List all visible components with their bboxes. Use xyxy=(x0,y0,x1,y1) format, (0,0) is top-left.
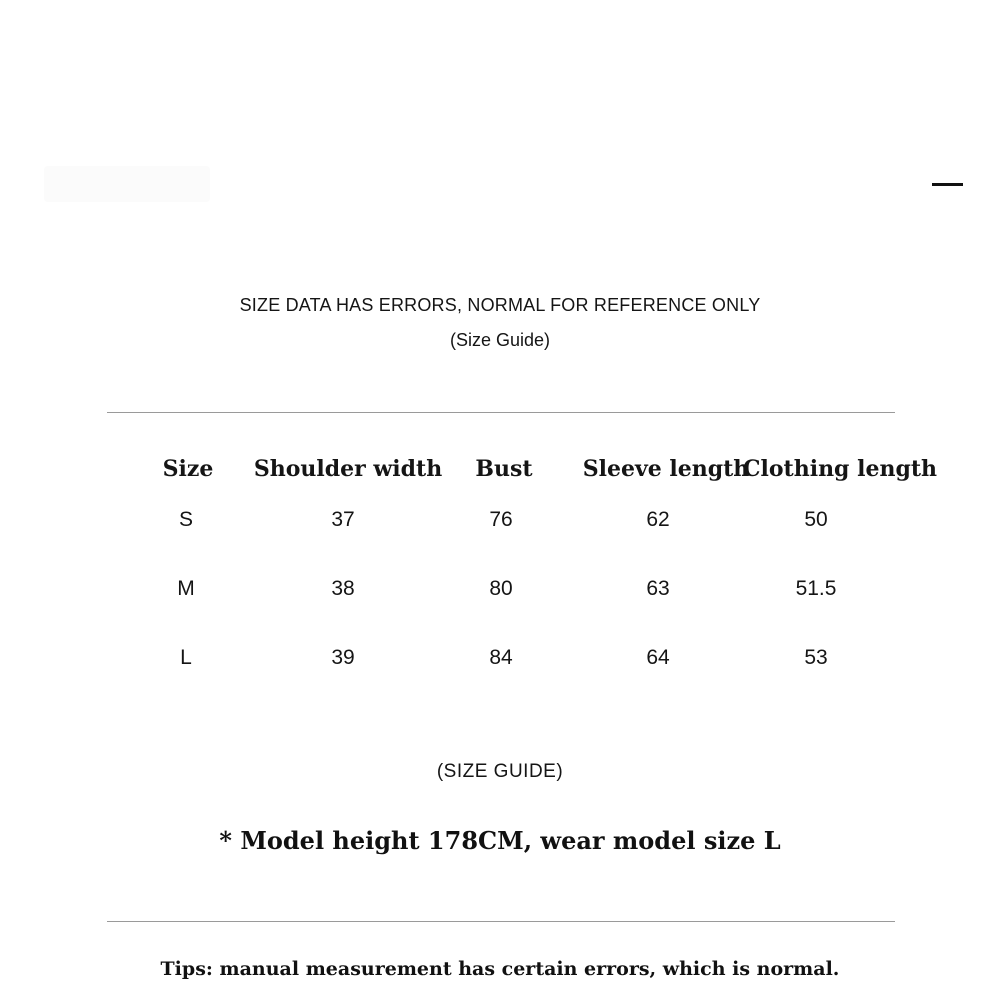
header-shoulder-width: Shoulder width xyxy=(253,456,443,482)
size-guide-subtitle: (Size Guide) xyxy=(449,330,551,350)
cell-sleeve-length: 62 xyxy=(646,508,670,531)
cell-clothing-length: 50 xyxy=(804,508,828,531)
cell-sleeve-length: 64 xyxy=(646,646,670,669)
size-guide-caption: (SIZE GUIDE) xyxy=(436,761,564,782)
table-row xyxy=(0,646,1000,676)
tips-text: Tips: manual measurement has certain errors, which is normal. xyxy=(160,958,840,980)
cell-sleeve-length: 63 xyxy=(646,577,670,600)
cell-bust: 84 xyxy=(489,646,513,669)
top-divider xyxy=(107,412,895,413)
cell-shoulder-width: 37 xyxy=(331,508,355,531)
faded-header-block xyxy=(44,166,210,202)
header-size: Size xyxy=(162,456,214,482)
bottom-divider xyxy=(107,921,895,922)
header-clothing-length: Clothing length xyxy=(743,456,937,482)
header-sleeve-length: Sleeve length xyxy=(582,456,750,482)
table-row xyxy=(0,508,1000,538)
cell-clothing-length: 53 xyxy=(804,646,828,669)
header-bust: Bust xyxy=(475,456,533,482)
cell-shoulder-width: 39 xyxy=(331,646,355,669)
cell-size: M xyxy=(177,577,195,600)
dash-mark xyxy=(932,183,963,186)
cell-shoulder-width: 38 xyxy=(331,577,355,600)
cell-size: L xyxy=(180,646,192,669)
table-row xyxy=(0,577,1000,607)
cell-clothing-length: 51.5 xyxy=(795,577,837,600)
size-notice: SIZE DATA HAS ERRORS, NORMAL FOR REFERENCE ONLY xyxy=(239,295,761,315)
cell-bust: 76 xyxy=(489,508,513,531)
cell-bust: 80 xyxy=(489,577,513,600)
model-note: * Model height 178CM, wear model size L xyxy=(219,826,781,855)
cell-size: S xyxy=(178,508,194,531)
